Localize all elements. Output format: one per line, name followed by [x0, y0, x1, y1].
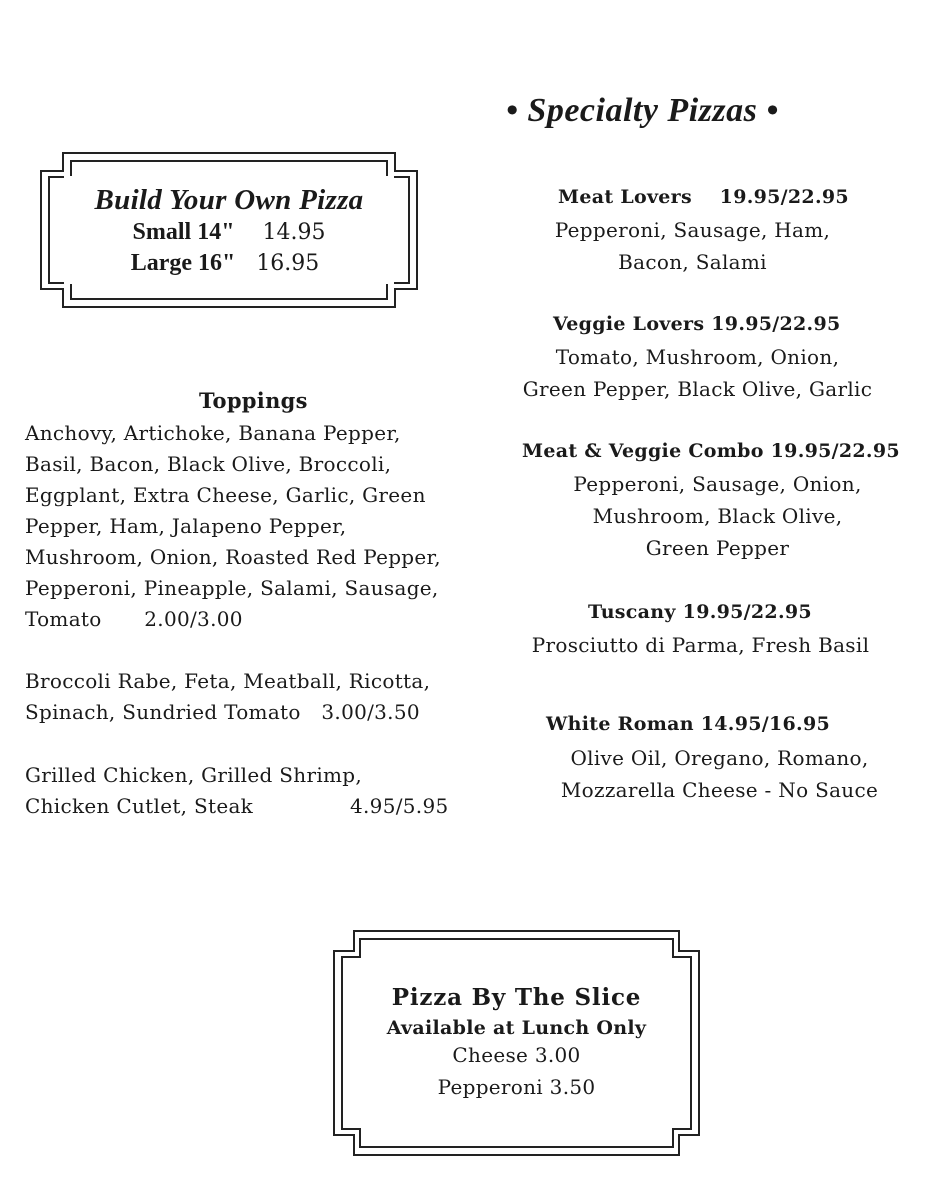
specialty-item-desc — [480, 468, 927, 564]
toppings-group-3-price: 4.95/5.95 — [350, 794, 449, 818]
slice-cheese: Cheese 3.00 — [452, 1043, 581, 1067]
specialty-item-desc — [482, 742, 927, 806]
desc-line: Olive Oil, Oregano, Romano, — [570, 746, 869, 770]
item-price: 14.95/16.95 — [700, 713, 830, 735]
toppings-heading: Toppings — [199, 388, 308, 413]
toppings-line: Eggplant, Extra Cheese, Garlic, Green — [25, 483, 426, 507]
small-size-line — [40, 219, 418, 246]
item-name: Meat Lovers — [558, 186, 692, 208]
desc-line: Pepperoni, Sausage, Ham, — [554, 218, 831, 242]
toppings-group-1-price: 2.00/3.00 — [144, 607, 243, 631]
toppings-line: Pepperoni, Pineapple, Salami, Sausage, — [25, 576, 439, 600]
toppings-last-item: Tomato — [25, 607, 102, 631]
specialty-item-header — [480, 186, 927, 208]
specialty-item-desc — [455, 214, 927, 278]
large-size-price: 16.95 — [256, 251, 320, 276]
specialty-item-meat-lovers — [480, 186, 927, 208]
toppings-line-last — [25, 791, 495, 822]
specialty-item-tuscany — [588, 601, 812, 623]
desc-line: Tomato, Mushroom, Onion, — [555, 345, 840, 369]
toppings-group-3-last: Chicken Cutlet, Steak — [25, 794, 254, 818]
item-name: Veggie Lovers — [553, 313, 705, 335]
desc-line: Green Pepper — [645, 536, 790, 560]
toppings-group-2 — [25, 666, 495, 728]
desc-line: Prosciutto di Parma, Fresh Basil — [531, 633, 870, 657]
slice-section — [333, 984, 700, 1103]
item-name: Tuscany — [588, 601, 676, 623]
specialty-item-desc — [463, 629, 927, 661]
specialty-item-veggie-lovers — [553, 313, 841, 335]
item-price: 19.95/22.95 — [682, 601, 812, 623]
desc-line: Bacon, Salami — [618, 250, 767, 274]
item-name: Meat & Veggie Combo — [522, 440, 764, 462]
desc-line: Pepperoni, Sausage, Onion, — [573, 472, 862, 496]
toppings-line: Basil, Bacon, Black Olive, Broccoli, — [25, 452, 392, 476]
toppings-line-last — [25, 604, 495, 635]
small-size-label: Small 14" — [132, 219, 235, 245]
toppings-line: Anchovy, Artichoke, Banana Pepper, — [25, 421, 401, 445]
slice-subtitle: Available at Lunch Only — [386, 1017, 647, 1039]
item-price: 19.95/22.95 — [770, 440, 900, 462]
large-size-line — [40, 250, 418, 277]
toppings-group-1 — [25, 418, 495, 635]
desc-line: Mozzarella Cheese - No Sauce — [560, 778, 879, 802]
specialty-item-meat-veggie-combo — [522, 440, 900, 462]
build-your-own-title: Build Your Own Pizza — [94, 184, 364, 216]
large-size-label: Large 16" — [130, 250, 236, 276]
toppings-line: Broccoli Rabe, Feta, Meatball, Ricotta, — [25, 669, 431, 693]
toppings-group-2-price: 3.00/3.50 — [321, 700, 420, 724]
toppings-group-3 — [25, 760, 495, 822]
specialty-item-white-roman — [546, 713, 830, 735]
build-your-own-section — [40, 184, 418, 277]
slice-pepperoni: Pepperoni 3.50 — [437, 1075, 596, 1099]
toppings-line: Pepper, Ham, Jalapeno Pepper, — [25, 514, 347, 538]
item-price: 19.95/22.95 — [719, 186, 849, 208]
specialty-item-desc — [460, 341, 927, 405]
toppings-group-2-last: Spinach, Sundried Tomato — [25, 700, 301, 724]
toppings-line: Mushroom, Onion, Roasted Red Pepper, — [25, 545, 441, 569]
specialty-title: • Specialty Pizzas • — [506, 92, 779, 129]
desc-line: Green Pepper, Black Olive, Garlic — [522, 377, 873, 401]
toppings-line-last — [25, 697, 495, 728]
slice-title: Pizza By The Slice — [391, 984, 642, 1011]
small-size-price: 14.95 — [262, 220, 326, 245]
item-name: White Roman — [546, 713, 694, 735]
toppings-line: Grilled Chicken, Grilled Shrimp, — [25, 763, 363, 787]
item-price: 19.95/22.95 — [711, 313, 841, 335]
desc-line: Mushroom, Black Olive, — [592, 504, 843, 528]
